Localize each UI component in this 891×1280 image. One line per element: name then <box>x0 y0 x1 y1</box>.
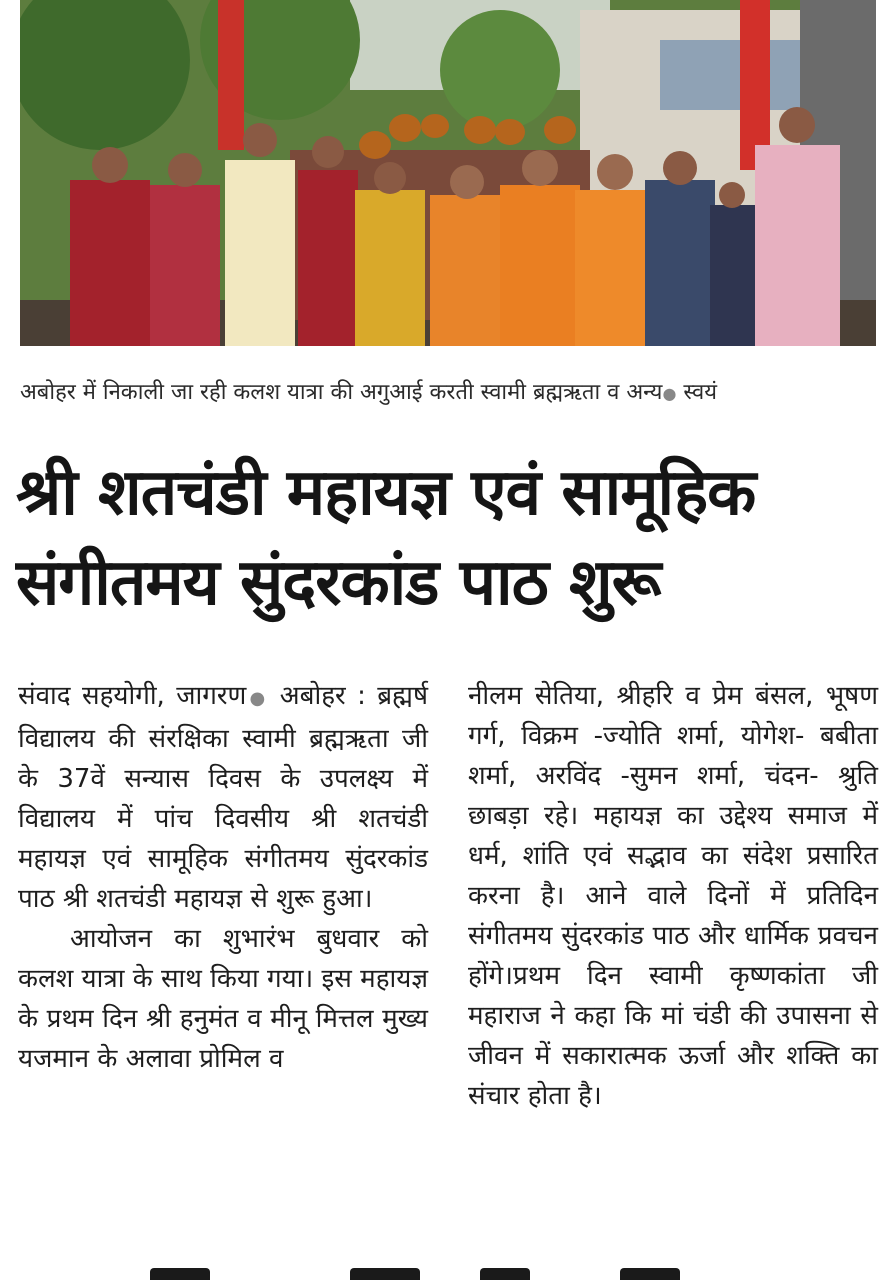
headline-line-2: संगीतमय सुंदरकांड पाठ शुरू <box>16 546 661 620</box>
headline <box>16 448 878 628</box>
dateline-dot-icon: ● <box>246 688 269 709</box>
article-para-2: आयोजन का शुभारंभ बुधवार को कलश यात्रा के साथ किया गया। इस महायज्ञ के प्रथम दिन श्री हनुमंत व मीनू मित्तल मुख्य यजमान के अलावा प्रोमिल व <box>18 924 428 1074</box>
procession-photo-icon <box>20 0 876 346</box>
dateline-place: अबोहर : <box>279 681 366 711</box>
photo-caption <box>20 378 876 409</box>
dateline: संवाद सहयोगी, जागरण <box>18 681 247 711</box>
article-para-1-text: ब्रह्मर्ष विद्यालय की संरक्षिका स्वामी ब्रह्मऋता जी के 37वें सन्यास दिवस के उपलक्ष्य में विद्यालय में पांच दिवसीय श्री शतचंडी महायज्ञ एवं सामूहिक संगीतमय सुंदरकांड पाठ श्री शतचंडी महायज्ञ से शुरू हुआ। <box>18 681 428 914</box>
headline-line-1: श्री शतचंडी महायज्ञ एवं सामूहिक <box>16 456 756 530</box>
news-photo <box>20 0 876 346</box>
caption-text: अबोहर में निकाली जा रही कलश यात्रा की अगुआई करती स्वामी ब्रह्मऋता व अन्य <box>20 380 663 405</box>
article-para-1 <box>18 676 428 919</box>
article-column-left <box>18 676 428 1079</box>
next-headline-fragment <box>150 1264 710 1280</box>
caption-credit: स्वयं <box>683 380 717 405</box>
caption-dot-icon: ● <box>662 384 677 403</box>
article-column-right <box>468 676 878 1116</box>
article-para-3: नीलम सेतिया, श्रीहरि व प्रेम बंसल, भूषण गर्ग, विक्रम -ज्योति शर्मा, योगेश- बबीता शर्मा, अरविंद -सुमन शर्मा, चंदन- श्रुति छाबड़ा रहे। महायज्ञ का उद्देश्य समाज में धर्म, शांति एवं सद्भाव का संदेश प्रसारित करना है। आने वाले दिनों में प्रतिदिन संगीतमय सुंदरकांड पाठ और धार्मिक प्रवचन होंगे।प्रथम दिन स्वामी कृष्णकांता जी महाराज ने कहा कि मां चंडी की उपासना से जीवन में सकारात्मक ऊर्जा और शक्ति का संचार होता है। <box>468 681 878 1111</box>
